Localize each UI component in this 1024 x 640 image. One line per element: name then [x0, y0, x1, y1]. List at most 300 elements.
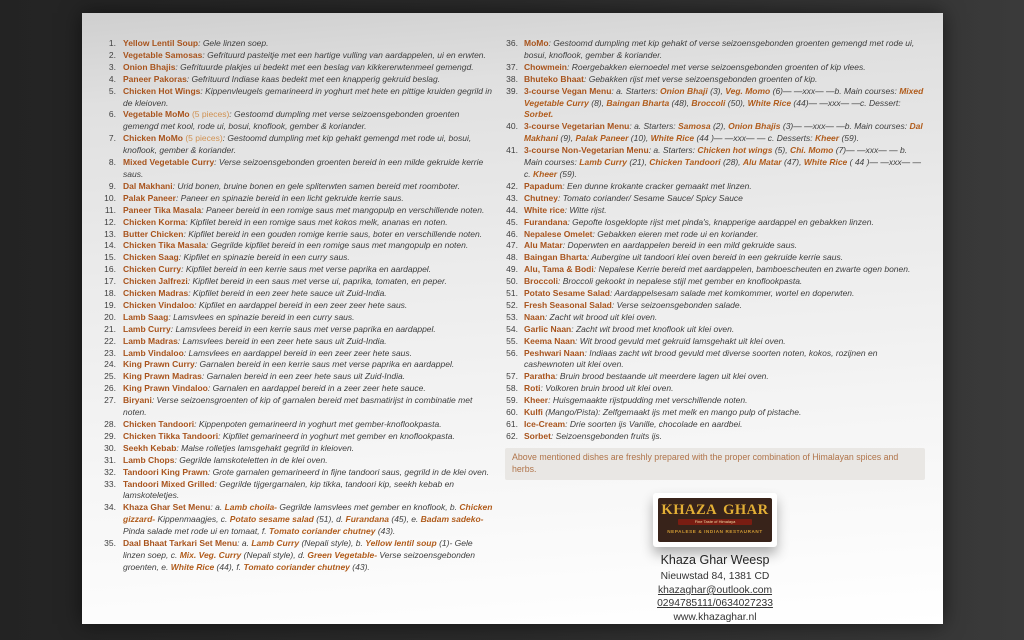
dish-description: (2),	[710, 121, 729, 132]
dish-description: (47),	[781, 157, 804, 168]
dish-description: (59).	[839, 133, 859, 144]
dish-description: : Gegrilde lamskoteletten in de klei oven.	[174, 454, 328, 465]
item-number: 35.	[104, 538, 116, 549]
item-text	[123, 479, 494, 503]
menu-item	[100, 240, 494, 252]
item-number: 57.	[506, 371, 518, 382]
menu-item	[505, 145, 925, 181]
dish-name: 3-course Vegan Menu	[524, 85, 612, 96]
item-text	[524, 181, 925, 193]
item-number: 22.	[104, 335, 116, 346]
dish-description: : a. Starters:	[648, 145, 698, 156]
menu-item	[505, 217, 925, 229]
dish-reference: Green Vegetable-	[307, 549, 378, 560]
item-text	[524, 193, 925, 205]
item-number: 58.	[506, 383, 518, 394]
menu-item	[100, 324, 494, 336]
dish-reference: Chicken gizzard-	[123, 502, 493, 525]
dish-description: (59).	[557, 168, 577, 179]
item-text	[123, 276, 494, 288]
menu-item	[505, 74, 925, 86]
dish-description: Gegrilde lamsvlees met gember en knoflook, b.	[277, 502, 460, 513]
dish-description: : Kippenvleugels gemarineerd in yoghurt met hete en pittige kruiden gegrild in de kleioven.	[123, 85, 492, 108]
dish-description: : Gebakken rijst met verse seizoensgebonden groenten of kip.	[583, 73, 818, 84]
dish-description: (10),	[628, 133, 651, 144]
dish-name: Papadum	[524, 180, 563, 191]
menu-item	[505, 264, 925, 276]
dish-description: : Doperwten en aardappelen bereid in een mild gekruide saus.	[562, 240, 798, 251]
dish-name: White rice	[524, 204, 565, 215]
item-text	[123, 455, 494, 467]
dish-description: (Mango/Pista): Zelfgemaakt ijs met melk en mango pulp of pistache.	[542, 407, 802, 418]
item-number: 6.	[108, 109, 116, 120]
item-number: 55.	[506, 335, 518, 346]
item-text	[123, 288, 494, 300]
dish-name: Lamb Madras	[123, 335, 178, 346]
dish-name: Butter Chicken	[123, 228, 184, 239]
item-number: 30.	[104, 442, 116, 453]
item-text	[524, 38, 925, 62]
dish-description: (5),	[772, 145, 790, 156]
item-text	[524, 395, 925, 407]
dish-name: Furandana	[524, 216, 568, 227]
item-text	[123, 193, 494, 205]
dish-description: : Urid bonen, bruine bonen en gele spliterwten samen bereid met roomboter.	[172, 180, 461, 191]
item-text	[123, 300, 494, 312]
item-text	[524, 276, 925, 288]
dish-description: : Kipfilet bereid in een gouden romige kerrie saus, boter en verschillende noten.	[183, 228, 483, 239]
item-text	[524, 264, 925, 276]
dish-description: : Gestoomd dumpling met verse seizoensgebonden groenten gemengd met kool, rode ui, bosui, knoflook, gember & koriander.	[123, 109, 460, 132]
dish-description: (1)- Gele linzen soep, c.	[123, 538, 473, 560]
dish-name: King Prawn Vindaloo	[123, 383, 208, 394]
menu-item	[100, 300, 494, 312]
dish-reference: White Rice	[170, 561, 215, 572]
dish-description: : Kipfilet bereid in een kerrie saus met verse paprika en aardappel.	[181, 264, 432, 275]
dish-name: Fresh Seasonal Salad	[524, 299, 612, 310]
freshness-note: Above mentioned dishes are freshly prepared with the proper combination of Himalayan spices and herbs.	[505, 448, 925, 480]
item-text	[123, 50, 494, 62]
dish-description: (43).	[349, 561, 370, 572]
item-number: 37.	[506, 61, 518, 72]
dish-name: Chicken Curry	[123, 264, 182, 275]
dish-description: : Wit brood gevuld met gekruid lamsgehakt uit klei oven.	[575, 335, 786, 346]
dish-description: : Aubergine uit tandoori klei oven bereid in een gekruide kerrie saus.	[586, 252, 844, 263]
restaurant-name: Khaza Ghar Weesp	[660, 553, 770, 568]
dish-name: Roti	[524, 383, 541, 394]
item-text	[123, 324, 494, 336]
item-number: 41.	[506, 145, 518, 156]
dish-name: Daal Bhaat Tarkari Set Menu	[123, 538, 238, 549]
menu-item	[505, 312, 925, 324]
dish-description: : a. Starters:	[629, 121, 678, 132]
item-number: 42.	[506, 180, 518, 191]
item-text	[524, 312, 925, 324]
menu-item	[100, 157, 494, 181]
dish-description: : Kipfilet en aardappel bereid in een zeer zeer hete saus.	[194, 299, 408, 310]
dish-description: : Huisgemaakte rijstpudding met verschillende noten.	[548, 395, 748, 406]
dish-name: Biryani	[123, 395, 152, 406]
dish-description: : Roergebakken eiernoedel met verse seizoensgebonden groenten of kip vlees.	[566, 61, 866, 72]
dish-description: : Grote garnalen gemarineerd in fijne tandoori saus, gegrild in de klei oven.	[207, 466, 489, 477]
item-number: 43.	[506, 192, 518, 203]
dish-description: (43).	[375, 526, 396, 537]
dish-reference: Chicken hot wings	[697, 145, 773, 156]
menu-item	[505, 395, 925, 407]
menu-item	[100, 467, 494, 479]
menu-item	[100, 502, 494, 538]
item-number: 23.	[104, 347, 116, 358]
item-number: 24.	[104, 359, 116, 370]
item-text	[123, 157, 494, 181]
item-number: 10.	[104, 192, 116, 203]
menu-item	[100, 395, 494, 419]
dish-description: (5 pieces)	[189, 109, 230, 120]
contact-block	[505, 555, 925, 624]
item-text	[524, 419, 925, 431]
menu-item	[505, 336, 925, 348]
dish-description: : Zacht wit brood uit klei oven.	[544, 311, 658, 322]
item-text	[123, 252, 494, 264]
item-text	[524, 336, 925, 348]
item-number: 52.	[506, 299, 518, 310]
item-text	[123, 312, 494, 324]
dish-reference: Dal Makhani	[524, 121, 923, 144]
dish-reference: Lamb Curry	[251, 538, 300, 549]
dish-description: : Kipfilet bereid in een zeer hete sauce uit Zuid-India.	[188, 288, 387, 299]
menu-item	[100, 336, 494, 348]
item-number: 20.	[104, 311, 116, 322]
item-text	[123, 502, 494, 538]
item-number: 49.	[506, 264, 518, 275]
dish-name: Broccoli	[524, 276, 559, 287]
dish-name: Chicken MoMo	[123, 133, 183, 144]
dish-name: Dal Makhani	[123, 180, 173, 191]
dish-name: MoMo	[524, 38, 549, 48]
dish-description: : Gele linzen soep.	[198, 38, 269, 48]
item-number: 5.	[108, 85, 116, 96]
dish-name: Bhuteko Bhaat	[524, 73, 584, 84]
item-text	[123, 431, 494, 443]
dish-description: : Paneer en spinazie bereid in een licht gekruide kerrie saus.	[175, 192, 404, 203]
dish-description: Pinda salade met rode ui en tomaat, f.	[123, 526, 270, 537]
dish-description: : Indiaas zacht wit brood gevuld met diverse soorten noten, kokos, rozijnen en cashewnoten uit klei oven.	[524, 347, 878, 370]
menu-item	[505, 288, 925, 300]
item-number: 50.	[506, 276, 518, 287]
menu-item	[100, 443, 494, 455]
menu-item	[505, 419, 925, 431]
menu-item	[100, 312, 494, 324]
item-number: 26.	[104, 383, 116, 394]
item-text	[524, 145, 925, 181]
menu-item	[505, 407, 925, 419]
item-number: 48.	[506, 252, 518, 263]
item-text	[524, 383, 925, 395]
menu-item	[505, 229, 925, 241]
item-text	[524, 74, 925, 86]
dish-description: : Gegrilde tijgergarnalen, kip tikka, tandoori kip, seekh kebab en lamskoteletjes.	[123, 478, 455, 501]
item-number: 1.	[108, 38, 116, 48]
dish-description: : Gebakken eieren met rode ui en koriander.	[592, 228, 759, 239]
menu-item	[100, 50, 494, 62]
dish-reference: Palak Paneer	[575, 133, 629, 144]
item-number: 18.	[104, 288, 116, 299]
dish-description: : Een dunne krokante cracker gemaakt met linzen.	[562, 180, 752, 191]
item-text	[123, 109, 494, 133]
item-text	[123, 38, 494, 50]
dish-description: : Seizoensgebonden fruits ijs.	[550, 430, 662, 441]
item-number: 56.	[506, 347, 518, 358]
dish-name: Paneer Tika Masala	[123, 204, 202, 215]
dish-description: : Volkoren bruin brood uit klei oven.	[540, 383, 674, 394]
menu-item	[100, 181, 494, 193]
dish-description: (50),	[725, 97, 748, 108]
dish-name: Paneer Pakoras	[123, 73, 187, 84]
dish-name: Vegetable Samosas	[123, 49, 203, 60]
dish-description: (21),	[627, 157, 650, 168]
dish-description: : Verse seizoensgebonden groenten bereid in een milde gekruide kerrie saus.	[123, 157, 484, 179]
dish-name: Seekh Kebab	[123, 442, 177, 453]
item-number: 8.	[108, 157, 116, 168]
item-text	[123, 86, 494, 110]
dish-description: : Paneer bereid in een romige saus met mangopulp en verschillende noten.	[201, 204, 485, 215]
item-number: 62.	[506, 430, 518, 441]
item-number: 11.	[104, 204, 116, 215]
item-number: 32.	[104, 466, 116, 477]
dish-description: : Lamsvlees bereid in een kerrie saus met verse paprika en aardappel.	[170, 323, 436, 334]
item-number: 19.	[104, 299, 116, 310]
menu-item	[100, 359, 494, 371]
item-text	[524, 240, 925, 252]
dish-description: (Nepali style), d.	[241, 549, 308, 560]
dish-description: : Kipfilet gemarineerd in yoghurt met gember en knoflookpasta.	[218, 430, 455, 441]
dish-reference: Furandana	[345, 514, 389, 525]
menu-item	[100, 276, 494, 288]
dish-reference: Chi. Momo	[789, 145, 834, 156]
dish-reference: Badam sadeko-	[420, 514, 484, 525]
menu-item	[505, 383, 925, 395]
item-text	[524, 431, 925, 443]
menu-column-left	[100, 38, 494, 574]
item-number: 61.	[506, 419, 518, 429]
dish-name: Chutney	[524, 192, 558, 203]
item-number: 17.	[104, 276, 116, 287]
item-text	[123, 359, 494, 371]
item-text	[123, 205, 494, 217]
dish-description: : Gefrituurde plakjes ui bedekt met een beslag van kikkererwtenmeel gemengd.	[175, 61, 474, 72]
menu-item	[100, 62, 494, 74]
dish-reference: Sorbet.	[524, 109, 554, 120]
item-number: 9.	[108, 180, 116, 191]
item-number: 2.	[108, 49, 116, 60]
menu-item	[100, 288, 494, 300]
menu-item	[505, 181, 925, 193]
dish-description: : Kippenpoten gemarineerd in yoghurt met gember-knoflookpasta.	[194, 419, 442, 429]
dish-description: : Kipfilet en spinazie bereid in een curry saus.	[178, 252, 350, 263]
menu-item	[505, 300, 925, 312]
menu-item	[100, 229, 494, 241]
dish-name: Chicken Hot Wings	[123, 85, 201, 96]
dish-description: : Bruin brood bestaande uit meerdere lagen uit klei oven.	[555, 371, 769, 382]
item-number: 59.	[506, 395, 518, 406]
menu-page	[82, 13, 943, 624]
menu-item	[505, 276, 925, 288]
item-text	[123, 74, 494, 86]
menu-item	[100, 348, 494, 360]
dish-name: Lamb Chops	[123, 454, 175, 465]
dish-name: Chicken Madras	[123, 288, 189, 299]
dish-description: ( 44 )— —xxx— — c.	[524, 157, 921, 179]
item-text	[524, 288, 925, 300]
dish-reference: Samosa	[678, 121, 711, 132]
item-number: 45.	[506, 216, 518, 227]
item-text	[123, 348, 494, 360]
dish-description: : a.	[210, 502, 225, 513]
dish-name: Baingan Bharta	[524, 252, 587, 263]
dish-description: : Verse seizoensgebonden salade.	[611, 299, 742, 310]
dish-description: : Kipfilet bereid in een saus met verse ui, paprika, tomaten, en peper.	[187, 276, 447, 287]
dish-description: : Gepofte losgeklopte rijst met pinda's, knapperige aardappel en gebakken linzen.	[567, 216, 874, 227]
menu-item	[100, 455, 494, 467]
dish-name: Tandoori King Prawn	[123, 466, 208, 477]
item-text	[524, 86, 925, 122]
item-text	[524, 217, 925, 229]
menu-item	[100, 74, 494, 86]
dish-name: Chicken Tikka Tandoori	[123, 430, 219, 441]
dish-reference: Onion Bhaji	[660, 85, 708, 96]
dish-description: Verse seizoensgebonden groenten, e.	[123, 549, 476, 572]
menu-item	[100, 86, 494, 110]
dish-name: Keema Naan	[524, 335, 576, 346]
item-number: 40.	[506, 121, 518, 132]
menu-item	[100, 479, 494, 503]
dish-description: : Nepalese Kerrie bereid met aardappelen, bamboescheuten en zwarte ogen bonen.	[593, 264, 911, 275]
dish-reference: Tomato coriander chutney	[243, 561, 350, 572]
dish-name: Lamb Vindaloo	[123, 347, 184, 358]
item-text	[524, 407, 925, 419]
dish-reference: Mixed Vegetable Curry	[524, 85, 924, 108]
item-number: 44.	[506, 204, 518, 215]
dish-name: Nepalese Omelet	[524, 228, 593, 239]
logo-tagline: Fine Taste of Himalaya	[678, 519, 752, 525]
dish-description: : Garnalen bereid in een kerrie saus met verse paprika en aardappel.	[194, 359, 455, 370]
dish-name: Lamb Saag	[123, 311, 169, 322]
item-text	[123, 336, 494, 348]
dish-description: (3),	[707, 85, 726, 96]
menu-item	[100, 205, 494, 217]
dish-description: : Drie soorten ijs Vanille, chocolade en aardbei.	[565, 419, 743, 429]
menu-column-right	[505, 38, 925, 624]
item-number: 29.	[104, 430, 116, 441]
item-number: 28.	[104, 419, 116, 429]
menu-item	[100, 264, 494, 276]
dish-description: (6)— —xxx— —b. Main courses:	[770, 85, 900, 96]
item-text	[524, 205, 925, 217]
dish-name: Tandoori Mixed Grilled	[123, 478, 215, 489]
dish-name: Vegetable MoMo	[123, 109, 190, 120]
dish-description: : Witte rijst.	[564, 204, 607, 215]
phone-link[interactable]: 0294785111/0634027233	[657, 598, 773, 610]
dish-reference: Lamb choila-	[224, 502, 278, 513]
item-number: 21.	[104, 323, 116, 334]
restaurant-logo-card	[653, 493, 777, 548]
dish-description: (7)— —xxx— — b. Main courses:	[524, 145, 908, 168]
restaurant-logo	[658, 498, 772, 543]
dish-description: (44 )— —xxx— — c. Desserts:	[694, 133, 815, 144]
dish-reference: Baingan Bharta	[606, 97, 670, 108]
dish-description: : Broccoli gekookt in nepalese stijl met gember en knoflookpasta.	[558, 276, 803, 287]
item-number: 38.	[506, 73, 518, 84]
item-number: 16.	[104, 264, 116, 275]
item-text	[123, 229, 494, 241]
item-text	[123, 240, 494, 252]
dish-name: 3-course Vegetarian Menu	[524, 121, 630, 132]
email-link[interactable]: khazaghar@outlook.com	[657, 584, 773, 596]
item-text	[123, 443, 494, 455]
dish-reference: White Rice	[803, 157, 848, 168]
website-url: www.khazaghar.nl	[673, 611, 757, 623]
dish-description: : Lamsvlees en spinazie bereid in een curry saus.	[168, 311, 355, 322]
menu-item	[100, 109, 494, 133]
dish-name: Lamb Curry	[123, 323, 171, 334]
item-number: 4.	[108, 73, 116, 84]
dish-name: King Prawn Curry	[123, 359, 195, 370]
item-number: 36.	[506, 38, 518, 48]
item-number: 25.	[104, 371, 116, 382]
dish-name: Chicken Korma	[123, 216, 186, 227]
dish-description: : Lamsvlees bereid in een zeer hete saus uit Zuid-India.	[177, 335, 387, 346]
item-number: 34.	[104, 502, 116, 513]
dish-description: : Gegrilde kipfilet bereid in een romige saus met mangopulp en noten.	[206, 240, 469, 251]
item-number: 31.	[104, 454, 116, 465]
dish-reference: Broccoli	[691, 97, 726, 108]
menu-items-right	[505, 38, 925, 443]
dish-name: Sorbet	[524, 430, 551, 441]
menu-item	[100, 419, 494, 431]
dish-name: Mixed Vegetable Curry	[123, 157, 215, 168]
menu-item	[100, 217, 494, 229]
dish-name: Chicken Jalfrezi	[123, 276, 188, 287]
dish-name: Chicken Tandoori	[123, 419, 195, 429]
menu-item	[100, 538, 494, 574]
dish-description: : Verse seizoensgroenten of kip of garnalen bereid met basmatirijst in combinatie met noten.	[123, 395, 473, 418]
item-number: 3.	[108, 61, 116, 72]
dish-reference: White Rice	[650, 133, 695, 144]
dish-description: (3)— —xxx— —b. Main courses:	[780, 121, 910, 132]
item-number: 7.	[108, 133, 116, 144]
item-text	[123, 419, 494, 431]
item-text	[123, 264, 494, 276]
dish-reference: Yellow lentil soup	[365, 538, 437, 549]
item-number: 60.	[506, 407, 518, 418]
dish-description: : Garnalen bereid in een zeer hete saus uit Zuid-India.	[201, 371, 406, 382]
item-text	[524, 348, 925, 372]
menu-item	[100, 252, 494, 264]
dish-name: Onion Bhajis	[123, 61, 176, 72]
item-number: 53.	[506, 311, 518, 322]
item-number: 15.	[104, 252, 116, 263]
item-number: 46.	[506, 228, 518, 239]
dish-name: Alu, Tama & Bodi	[524, 264, 594, 275]
dish-name: Ice-Cream	[524, 419, 566, 429]
dish-name: Chicken Saag	[123, 252, 179, 263]
dish-name: Paratha	[524, 371, 556, 382]
item-text	[524, 62, 925, 74]
dish-description: (44)— —xxx— —c. Dessert:	[791, 97, 901, 108]
item-text	[123, 133, 494, 157]
item-text	[123, 371, 494, 383]
dish-description: (45), e.	[389, 514, 421, 525]
